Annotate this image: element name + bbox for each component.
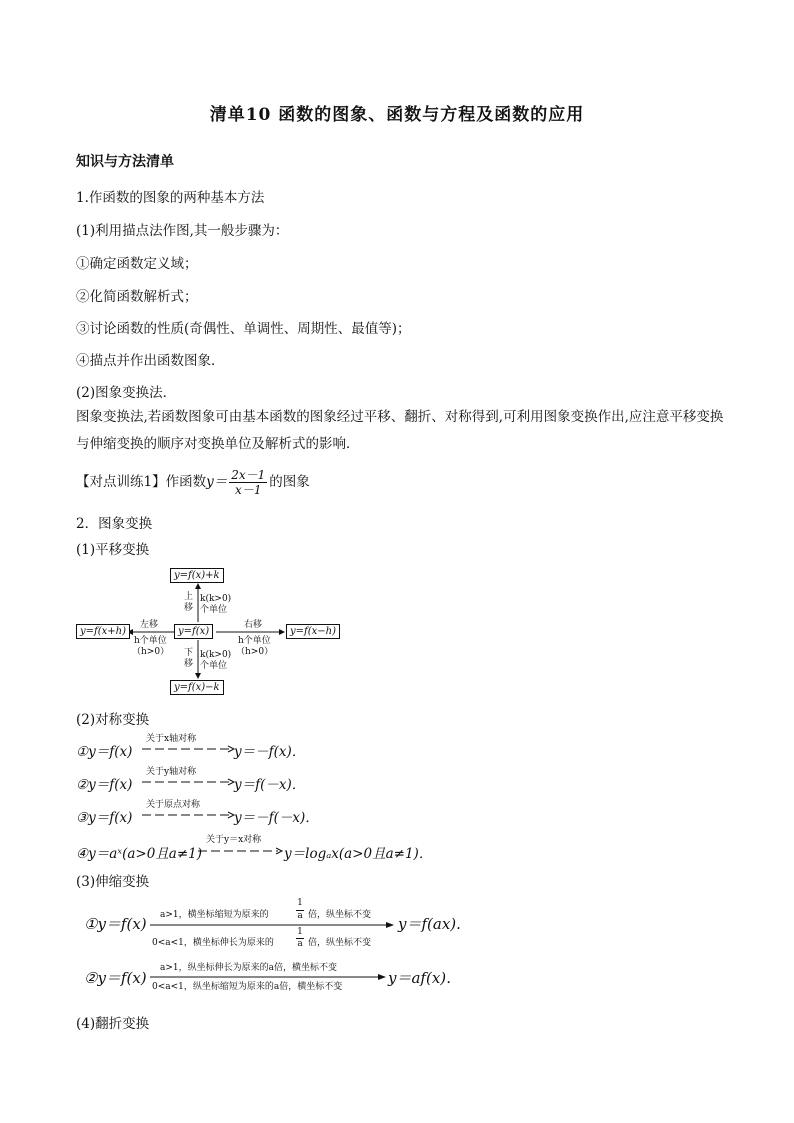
- scaling-2-bot: 0<a<1，纵坐标缩短为原来的a倍，横坐标不变: [152, 982, 343, 992]
- step-2: ②化简函数解析式；: [76, 289, 198, 305]
- label-down-move: 下移: [184, 648, 194, 669]
- flip-title: (4)翻折变换: [76, 1016, 150, 1032]
- scaling-1-bot-pre: 0<a<1，横坐标伸长为原来的: [152, 938, 274, 948]
- scaling-title: (3)伸缩变换: [76, 874, 150, 890]
- label-left-move: 左移: [140, 620, 159, 630]
- scaling-1-top-post: 倍，纵坐标不变: [308, 910, 372, 920]
- box-down: y=f(x)−k: [170, 680, 224, 695]
- label-down-cond: k(k>0): [200, 650, 232, 660]
- symmetry-2-lhs: ②y＝f(x): [76, 777, 133, 793]
- symmetry-4-rhs: y＝logₐx(a>0且a≠1)．: [284, 846, 433, 862]
- label-up-unit: 个单位: [200, 605, 228, 615]
- scaling-1-bot-den: a: [297, 939, 303, 949]
- symmetry-4-arrow: [196, 846, 286, 856]
- label-right-move: 右移: [244, 620, 263, 630]
- scaling-1-rhs: y＝f(ax).: [398, 915, 461, 933]
- scaling-1-arrow: [148, 920, 398, 930]
- fraction-numerator: 2x－1: [231, 468, 266, 482]
- label-right-unit: h个单位: [238, 636, 271, 646]
- symmetry-1-lhs: ①y＝f(x): [76, 744, 133, 760]
- symmetry-3-arrow: [140, 810, 236, 820]
- label-down-unit: 个单位: [200, 661, 228, 671]
- item1-heading: 1.作函数的图象的两种基本方法: [76, 190, 265, 206]
- symmetry-2-arrow: [140, 777, 236, 787]
- symmetry-title: (2)对称变换: [76, 712, 150, 728]
- section-heading: 知识与方法清单: [76, 154, 174, 170]
- symmetry-1-label: 关于x轴对称: [146, 734, 197, 744]
- label-up-move: 上移: [184, 592, 194, 613]
- symmetry-4-lhs: ④y＝aˣ(a>0且a≠1): [76, 846, 203, 862]
- symmetry-3-lhs: ③y＝f(x): [76, 810, 133, 826]
- item1-sub2: (2)图象变换法．: [76, 385, 177, 401]
- step-1: ①确定函数定义域；: [76, 256, 198, 272]
- scaling-2-rhs: y＝af(x)．: [388, 969, 462, 987]
- label-right-cond: （h>0）: [236, 647, 274, 657]
- exercise-prefix: 【对点训练1】作函数: [76, 474, 207, 490]
- scaling-1-bot-post: 倍，纵坐标不变: [308, 938, 372, 948]
- page-title: 清单10 函数的图象、函数与方程及函数的应用: [209, 105, 585, 125]
- box-right: y=f(x−h): [286, 624, 340, 639]
- symmetry-3-rhs: y＝－f(－x)．: [234, 810, 319, 826]
- scaling-2-top: a>1，纵坐标伸长为原来的a倍，横坐标不变: [160, 963, 337, 973]
- box-up: y=f(x)+k: [170, 568, 224, 583]
- item1-sub1: (1)利用描点法作图,其一般步骤为：: [76, 223, 289, 239]
- scaling-1-top-den: a: [297, 911, 303, 921]
- scaling-2-lhs: ②y＝f(x): [84, 969, 147, 987]
- symmetry-4-label: 关于y＝x对称: [206, 835, 262, 845]
- label-up-cond: k(k>0): [200, 594, 232, 604]
- scaling-2-arrow: [148, 972, 390, 982]
- symmetry-2-label: 关于y轴对称: [146, 767, 197, 777]
- scaling-1-top-pre: a>1，横坐标缩短为原来的: [160, 910, 269, 920]
- fraction-denominator: x－1: [235, 483, 262, 497]
- exercise-y: y＝: [206, 474, 228, 490]
- method-description: 图象变换法,若函数图象可由基本函数的图象经过平移、翻折、对称得到,可利用图象变换作出,应注意平移变换与伸缩变换的顺序对变换单位及解析式的影响．: [76, 409, 724, 452]
- box-left: y=f(x+h): [76, 624, 130, 639]
- exercise-1: [76, 468, 310, 497]
- scaling-1-top-num: 1: [297, 898, 303, 908]
- step-4: ④描点并作出函数图象．: [76, 353, 225, 369]
- scaling-1-lhs: ①y＝f(x): [84, 915, 147, 933]
- symmetry-2-rhs: y＝f(－x)．: [234, 777, 306, 793]
- step-3: ③讨论函数的性质(奇偶性、单调性、周期性、最值等)；: [76, 321, 411, 337]
- translation-title: (1)平移变换: [76, 542, 150, 558]
- label-left-cond: （h>0）: [132, 647, 170, 657]
- label-left-unit: h个单位: [134, 636, 167, 646]
- symmetry-1-rhs: y＝－f(x)．: [234, 744, 306, 760]
- exercise-fraction: [229, 468, 267, 497]
- item2-heading: 2．图象变换: [76, 516, 153, 532]
- symmetry-3-label: 关于原点对称: [146, 800, 201, 810]
- box-center: y=f(x): [174, 624, 213, 639]
- scaling-1-bot-num: 1: [297, 927, 303, 937]
- symmetry-1-arrow: [140, 744, 236, 754]
- exercise-suffix: 的图象: [269, 474, 310, 490]
